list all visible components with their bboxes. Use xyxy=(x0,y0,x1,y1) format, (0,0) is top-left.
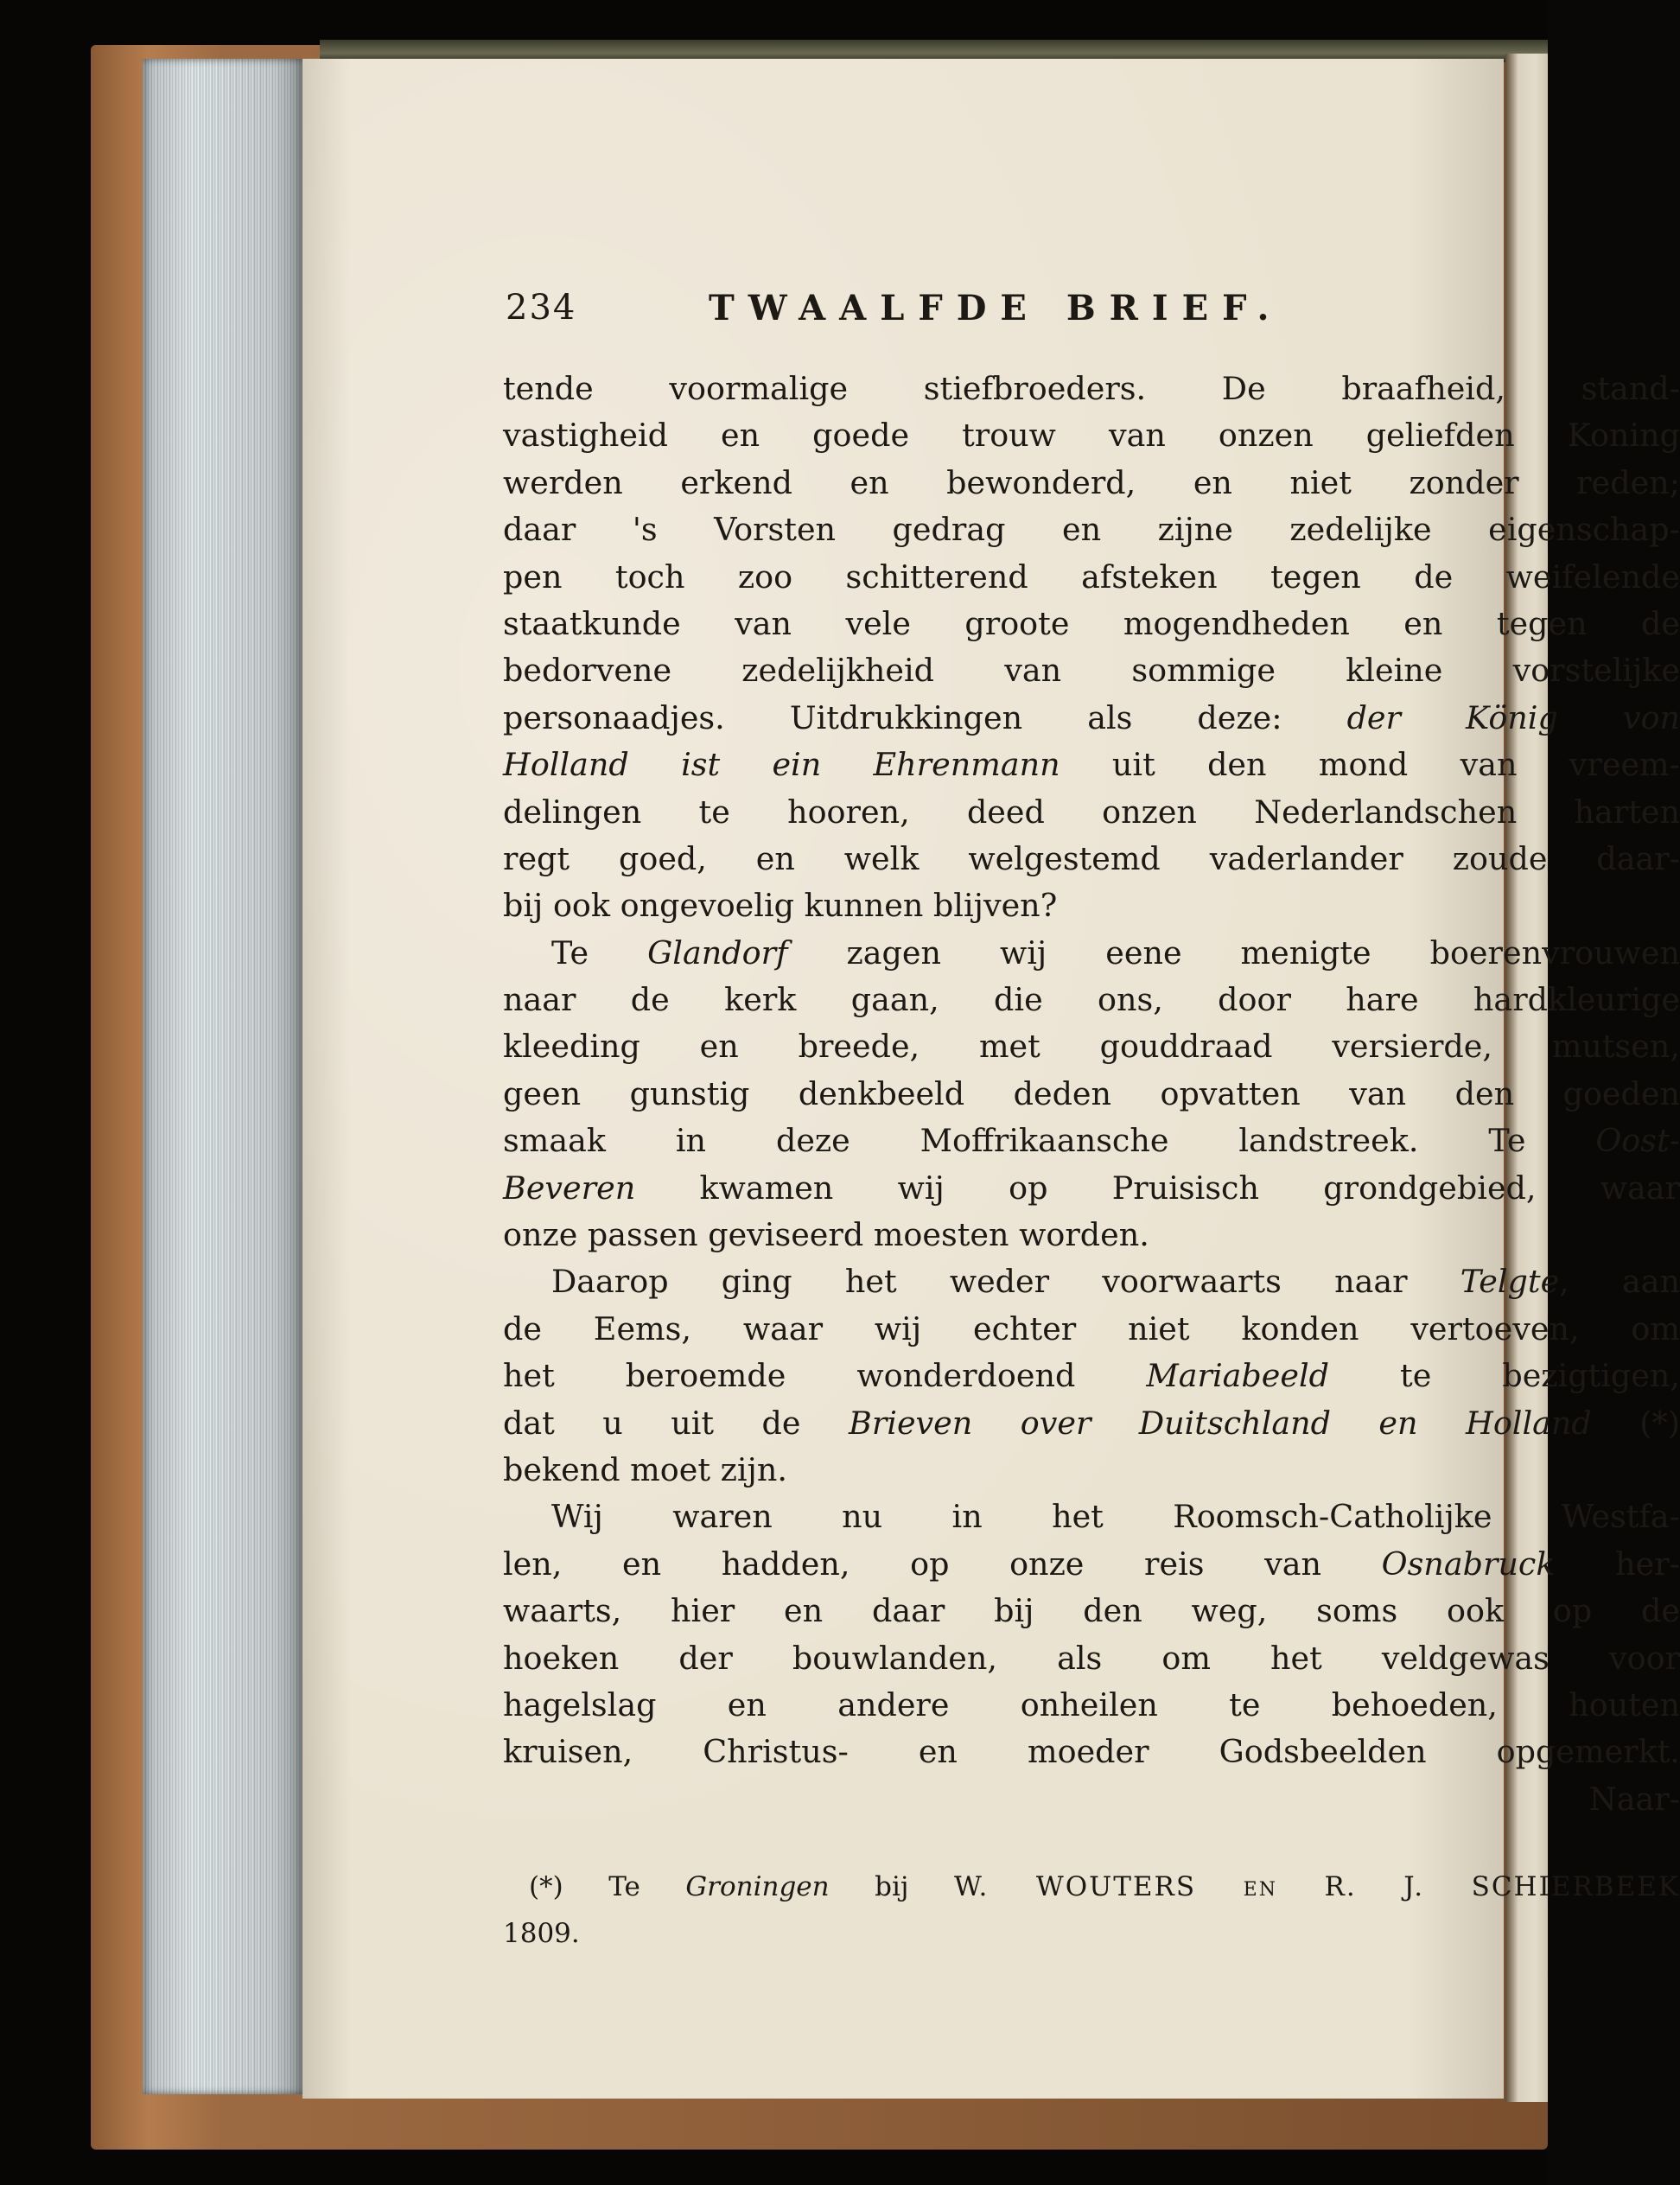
italic-term: Mariabeeld xyxy=(1146,1357,1330,1395)
text-line: staatkunde van vele groote mogendheden en tegen de xyxy=(503,604,1680,642)
footnote-line xyxy=(529,1863,1680,1910)
text-span: , aan xyxy=(1559,1263,1680,1301)
text-line: vastigheid en goede trouw van onzen geliefden Koning xyxy=(503,417,1680,455)
publisher-names: W. WOUTERS en R. J. SCHIERBEEK xyxy=(954,1871,1680,1902)
text-line: hagelslag en andere onheilen te behoeden, houten xyxy=(503,1685,1680,1723)
text-line: tende voormalige stiefbroeders. De braafheid, stand- xyxy=(503,370,1680,407)
text-line: bedorvene zedelijkheid van sommige kleine vorstelijke xyxy=(503,652,1680,690)
text-line: werden erkend en bewonderd, en niet zonder reden; xyxy=(503,463,1680,501)
text-line: daar 's Vorsten gedrag en zijne zedelijke eigenschap- xyxy=(503,511,1680,549)
book-title: Brieven over Duitschland en Holland xyxy=(849,1404,1592,1442)
text-line xyxy=(503,1541,1680,1588)
footnote-reference: (*) xyxy=(1591,1404,1680,1442)
text-span: bij xyxy=(829,1871,955,1902)
page-number: 234 xyxy=(506,288,577,328)
italic-quote: der König von xyxy=(1346,698,1680,736)
text-span: Te xyxy=(551,933,648,971)
text-line xyxy=(503,1118,1680,1164)
text-line: regt goed, en welk welgestemd vaderlander zoude daar- xyxy=(503,839,1680,877)
text-line: kleeding en breede, met gouddraad versierde, mutsen, xyxy=(503,1028,1680,1066)
text-line: de Eems, waar wij echter niet konden vertoeven, om xyxy=(503,1309,1680,1347)
text-line xyxy=(503,1353,1680,1399)
text-line: onze passen geviseerd moesten worden. xyxy=(503,1216,1149,1254)
text-span: smaak in deze Moffrikaansche landstreek. Te xyxy=(503,1122,1596,1160)
text-line: naar de kerk gaan, die ons, door hare hardkleurige xyxy=(503,981,1680,1019)
text-line xyxy=(503,930,1680,977)
text-line: waarts, hier en daar bij den weg, soms ook op de xyxy=(503,1592,1680,1630)
place-name: Osnabruck xyxy=(1381,1545,1556,1583)
text-line: hoeken der bouwlanden, als om het veldgewas voor xyxy=(503,1639,1680,1677)
book-page xyxy=(302,59,1680,2099)
italic-quote: Holland ist ein Ehrenmann xyxy=(503,746,1060,784)
text-line: geen gunstig denkbeeld deden opvatten van den goeden xyxy=(503,1074,1680,1112)
text-span: Te xyxy=(563,1871,686,1902)
place-name: Glandorf xyxy=(647,933,788,971)
place-name: Oost- xyxy=(1595,1122,1680,1160)
text-span: uit den mond van vreem- xyxy=(1060,746,1680,784)
text-span: het beroemde wonderdoend xyxy=(503,1357,1147,1395)
page-edges-shadow xyxy=(143,59,307,2094)
text-line xyxy=(503,1258,1680,1305)
text-line: kruisen, Christus- en moeder Godsbeelden opgemerkt. xyxy=(503,1733,1680,1771)
text-line xyxy=(503,742,1680,788)
text-line: delingen te hooren, deed onzen Nederlandschen harten xyxy=(503,793,1680,831)
text-span: kwamen wij op Pruisisch grondgebied, waar xyxy=(635,1169,1680,1207)
text-line xyxy=(503,1165,1680,1212)
place-name: Groningen xyxy=(685,1871,830,1902)
place-name: Beveren xyxy=(503,1169,636,1207)
footnote-year: 1809. xyxy=(503,1918,580,1949)
text-span: her- xyxy=(1555,1545,1680,1583)
text-line: bekend moet zijn. xyxy=(503,1450,787,1488)
place-name: Telgte xyxy=(1460,1263,1560,1301)
footnote xyxy=(503,1863,1680,1957)
text-line: Wij waren nu in het Roomsch-Catholijke Westfa- xyxy=(551,1498,1680,1536)
text-span: len, en hadden, op onze reis van xyxy=(503,1545,1382,1583)
footnote-mark: (*) xyxy=(529,1871,563,1902)
text-span: Daarop ging het weder voorwaarts naar xyxy=(551,1263,1460,1301)
body-text xyxy=(503,366,1680,1823)
text-span: dat u uit de xyxy=(503,1404,849,1442)
text-line xyxy=(503,695,1680,742)
catchword: Naar- xyxy=(1588,1780,1680,1818)
page-title: TWAALFDE BRIEF. xyxy=(709,288,1283,328)
text-line xyxy=(503,1400,1680,1447)
text-span: zagen wij eene menigte boerenvrouwen xyxy=(787,933,1680,971)
running-head xyxy=(302,288,1504,340)
text-line: bij ook ongevoelig kunnen blijven? xyxy=(503,887,1058,925)
text-span: te bezigtigen, xyxy=(1329,1357,1680,1395)
text-span: personaadjes. Uitdrukkingen als deze: xyxy=(503,698,1347,736)
text-line: pen toch zoo schitterend afsteken tegen de weifelende xyxy=(503,557,1680,596)
